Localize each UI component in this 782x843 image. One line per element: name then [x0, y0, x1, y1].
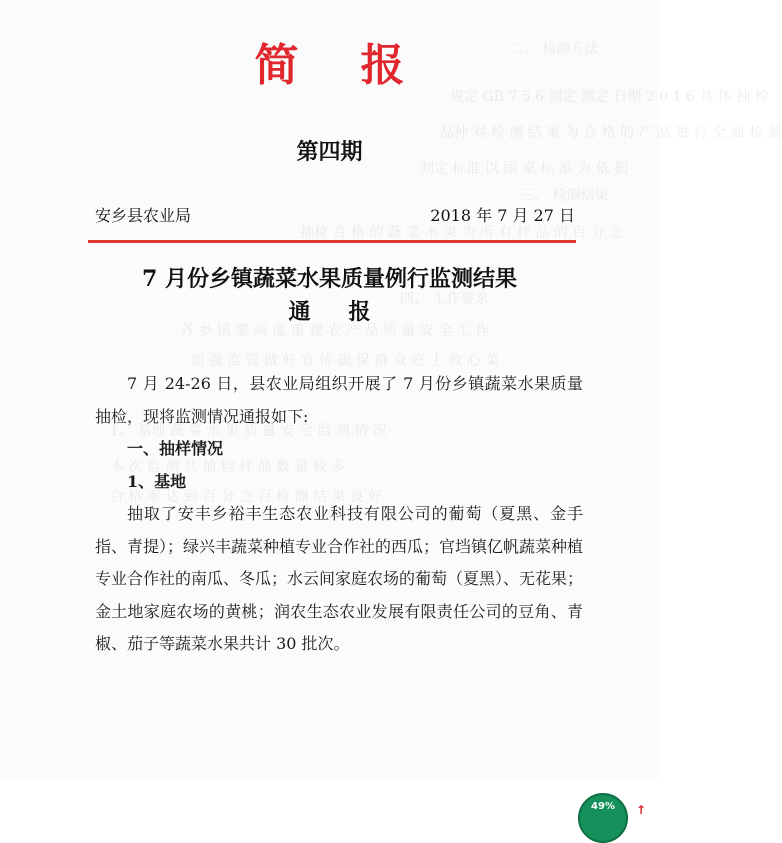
- progress-badge-text: 49%: [591, 801, 615, 812]
- show-through-text: 二、 检测方法 规定 GB 7 5 6 测定 测定 日期 2 0 1 6 具 体 抽 检 品种 对 检 测 结 果 为 合 格 的 产 品 进 行 全 面 检 测 判定 标准 以 国 家 标 准 为 依 据 三、 检测结果 抽检 合 格 的 蔬 菜 水 果 为 所 有 样 品 的 百 分 之 四、 工作要求 各 乡 镇 要 高 度 重 视 农 产 品 质 量 安 全 工 作 加 强 监 管 做 好 宣 传 确 保 群 众 吃 上 放 心 菜 1、 基地 蔬 菜 水 果 质 量 安 全 监 测 情 况 本 次 监 测 共 抽 检 样 品 数 量 较 多 合 格 率 达 到 百 分 之 百 检 测 结 果 良 好: [110, 41, 782, 505]
- viewer-bottom-bar: [0, 778, 659, 817]
- report-subtitle: 通报: [288, 299, 409, 325]
- issuing-agency: 安乡县农业局: [95, 206, 192, 225]
- report-title: 7 月份乡镇蔬菜水果质量例行监测结果: [142, 266, 517, 292]
- red-divider-line: [88, 240, 576, 243]
- issue-number: 第四期: [296, 140, 363, 165]
- progress-badge[interactable]: [578, 793, 628, 843]
- arrow-up-icon[interactable]: ↑: [636, 803, 647, 817]
- base-sampling-paragraph: 抽取了安丰乡裕丰生态农业科技有限公司的葡萄（夏黑、金手指、青提）；绿兴丰蔬菜种植专业合作社的西瓜；官垱镇亿帆蔬菜种植专业合作社的南瓜、冬瓜；水云间家庭农场的葡萄（夏黑）、无花果；金土地家庭农场的黄桃；润农生态农业发展有限责任公司的豆角、青椒、茄子等蔬菜水果共计 30 批次。: [95, 504, 584, 653]
- intro-paragraph: 7 月 24-26 日，县农业局组织开展了 7 月份乡镇蔬菜水果质量抽检，现将监测情况通报如下:: [95, 374, 583, 426]
- masthead-title: 简报: [254, 40, 467, 91]
- report-body: [95, 368, 583, 661]
- issue-date: 2018 年 7 月 27 日: [430, 206, 575, 225]
- section-heading-sampling: 一、抽样情况: [127, 439, 224, 458]
- subsection-heading-base: 1、基地: [127, 471, 187, 491]
